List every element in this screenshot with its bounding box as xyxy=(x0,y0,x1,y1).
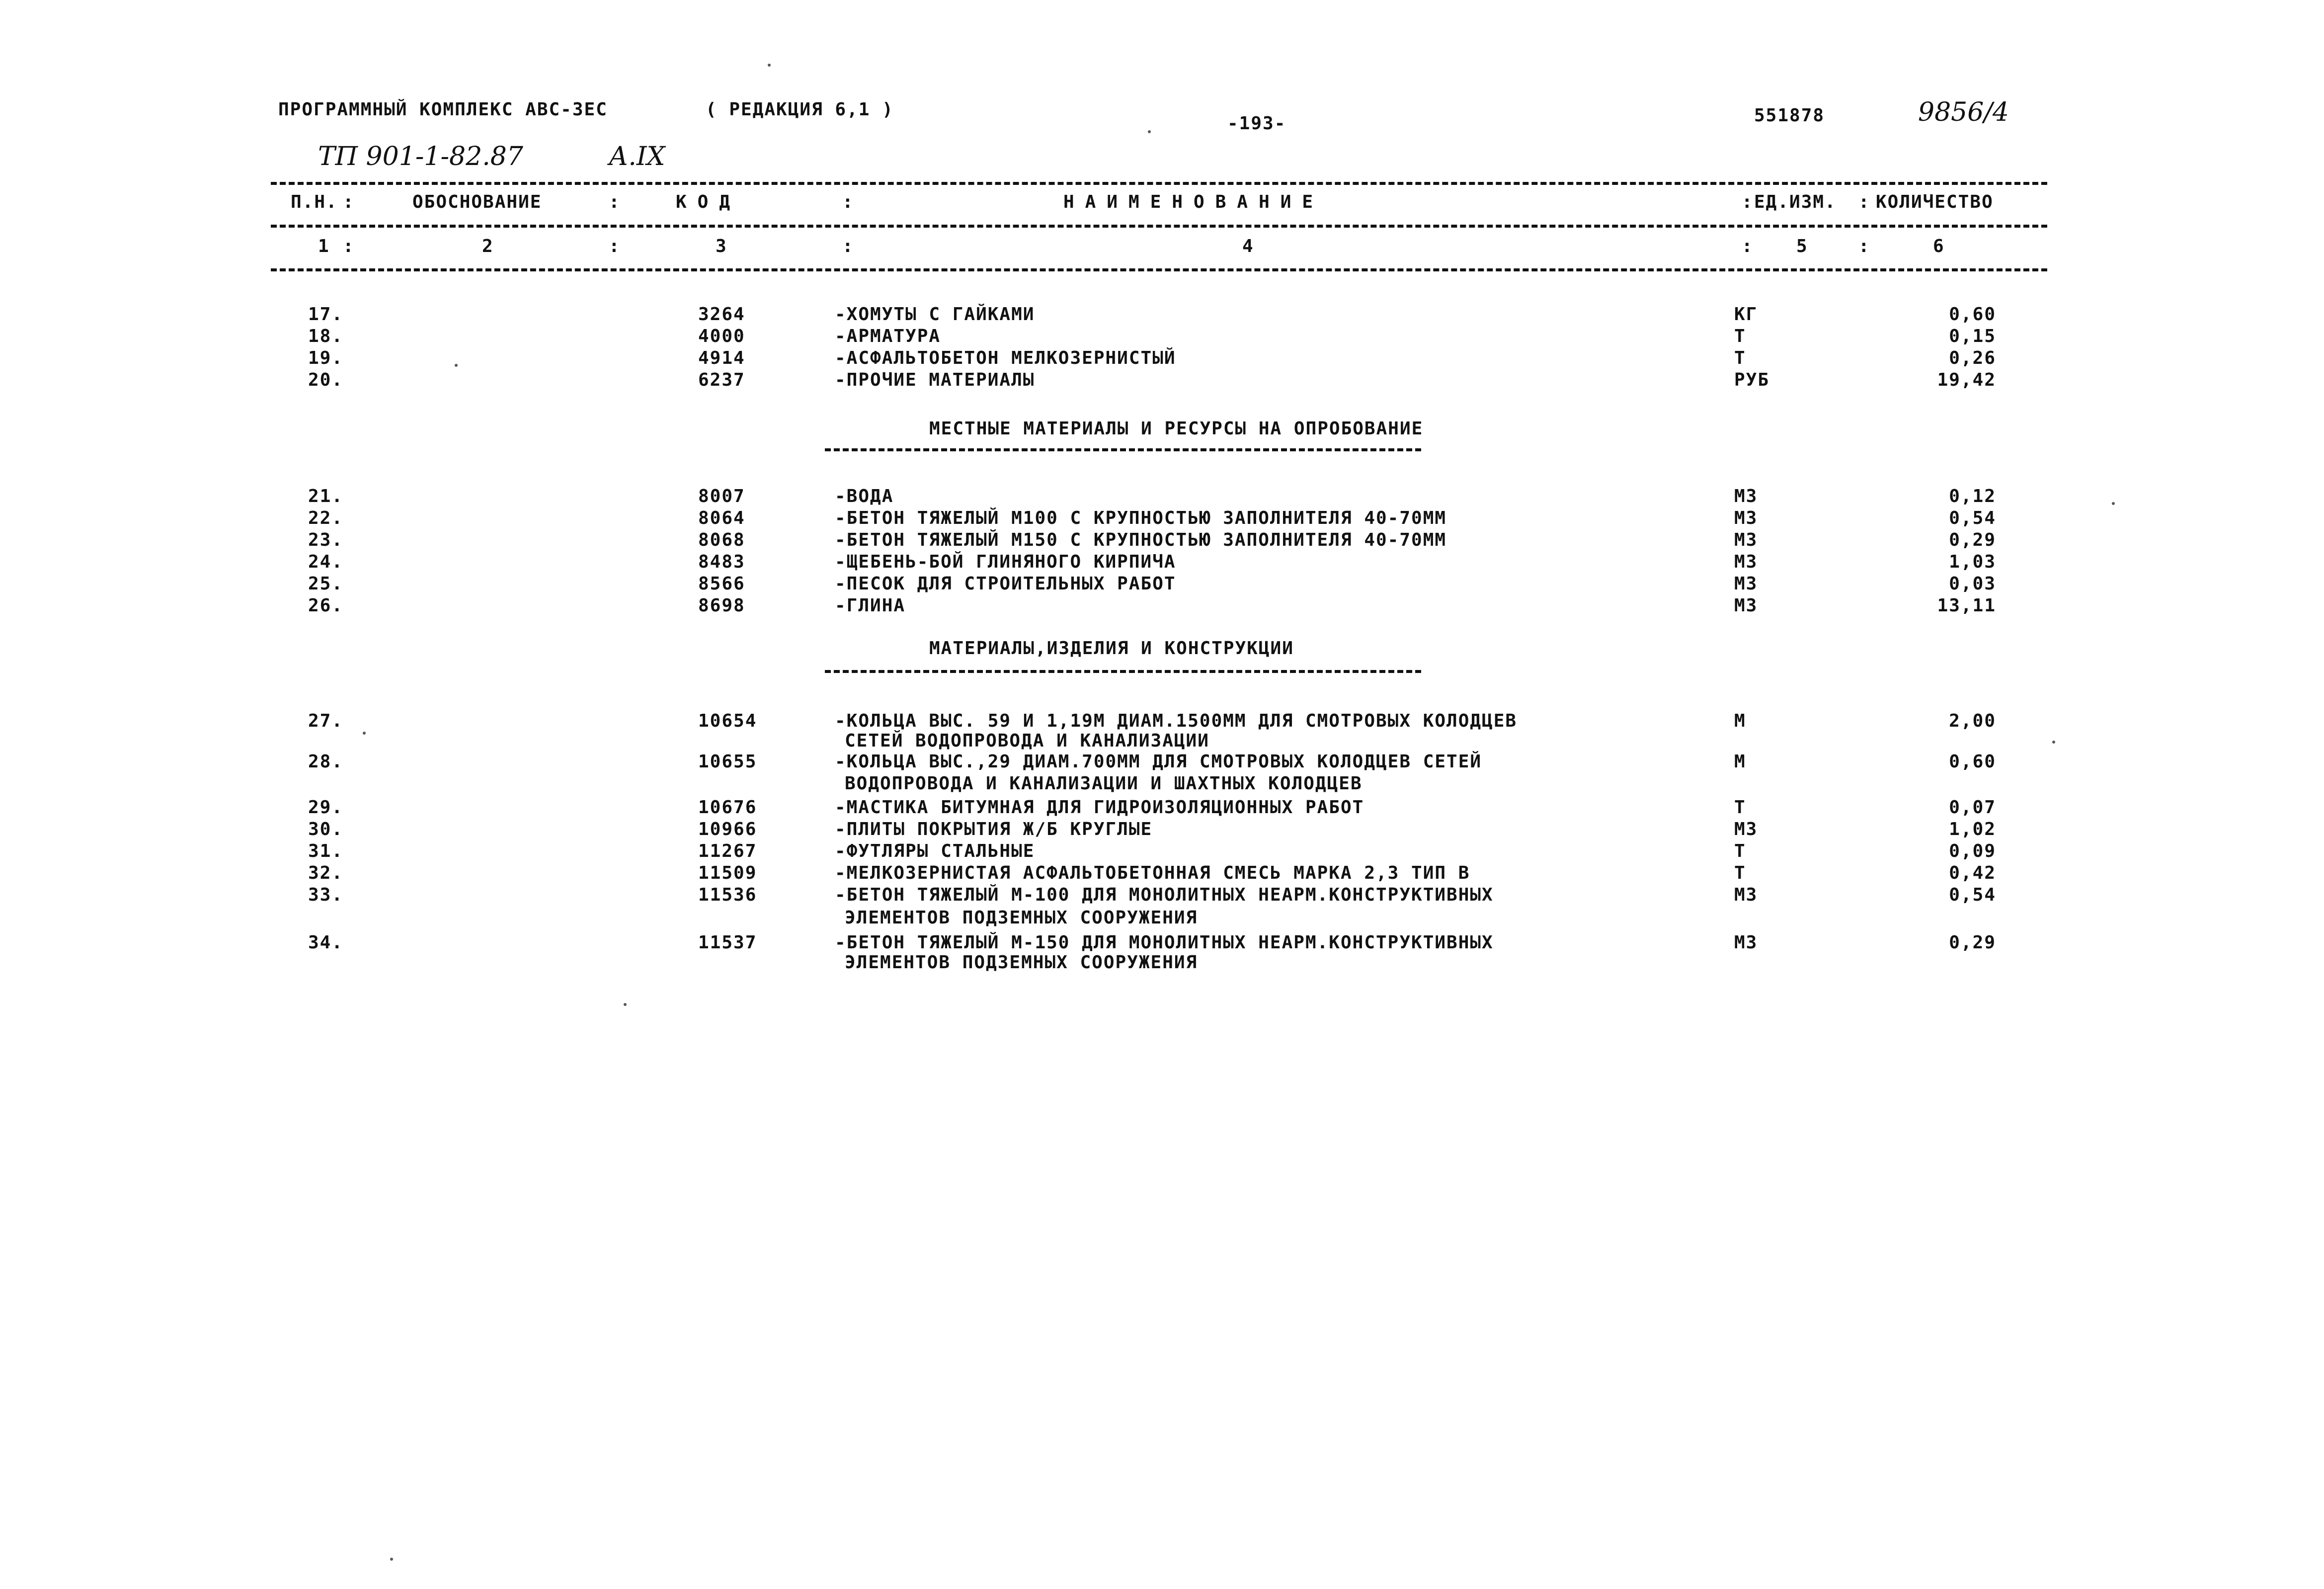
table-row: 24. 8483 -ЩЕБЕНЬ-БОЙ ГЛИНЯНОГО КИРПИЧА М3 1,03 xyxy=(308,552,1996,572)
table-row: 27. 10654 -КОЛЬЦА ВЫС. 59 И 1,19М ДИАМ.1500ММ ДЛЯ СМОТРОВЫХ КОЛОДЦЕВ СЕТЕЙ ВОДОПРОВОДА И КАНАЛИЗАЦИИ М 2,00 xyxy=(308,711,1996,751)
table-row: 33. 11536 -БЕТОН ТЯЖЕЛЫЙ М-100 ДЛЯ МОНОЛИТНЫХ НЕАРМ.КОНСТРУКТИВНЫХ ЭЛЕМЕНТОВ ПОДЗЕМНЫХ СООРУЖЕНИЯ М3 0,54 xyxy=(308,885,1996,928)
table-row: 29. 10676 -МАСТИКА БИТУМНАЯ ДЛЯ ГИДРОИЗОЛЯЦИОННЫХ РАБОТ Т 0,07 xyxy=(308,797,1996,818)
scan-speck xyxy=(390,1558,393,1561)
section-underline xyxy=(825,448,1421,451)
doc-code: 551878 xyxy=(1754,105,1825,126)
section-underline xyxy=(825,670,1421,673)
col-name: НАИМЕНОВАНИЕ xyxy=(1063,192,1324,212)
col-num-unit: 5 xyxy=(1796,236,1808,256)
scan-speck xyxy=(624,1003,627,1006)
table-row: 23. 8068 -БЕТОН ТЯЖЕЛЫЙ М150 С КРУПНОСТЬЮ ЗАПОЛНИТЕЛЯ 40-70ММ М3 0,29 xyxy=(308,530,1996,550)
edition-label: ( РЕДАКЦИЯ 6,1 ) xyxy=(706,99,894,120)
project-number: ТП 901-1-82.87 xyxy=(318,142,523,171)
table-row: 25. 8566 -ПЕСОК ДЛЯ СТРОИТЕЛЬНЫХ РАБОТ М3 0,03 xyxy=(308,574,1996,594)
header-rule-bottom xyxy=(271,268,2047,271)
table-row: 31. 11267 -ФУТЛЯРЫ СТАЛЬНЫЕ Т 0,09 xyxy=(308,841,1996,861)
table-row: 18. 4000 -АРМАТУРА Т 0,15 xyxy=(308,326,1996,346)
col-num-code: 3 xyxy=(716,236,727,256)
col-basis: ОБОСНОВАНИЕ xyxy=(412,192,542,212)
col-qty: КОЛИЧЕСТВО xyxy=(1876,192,1994,212)
scan-speck xyxy=(455,364,458,367)
section-title-local-materials: МЕСТНЫЕ МАТЕРИАЛЫ И РЕСУРСЫ НА ОПРОБОВАНИЕ xyxy=(929,418,1424,439)
col-pn: П.Н. xyxy=(291,192,338,212)
scan-speck xyxy=(2052,741,2055,744)
document-page: ПРОГРАММНЫЙ КОМПЛЕКС АВС-ЗЕС ( РЕДАКЦИЯ 6,1 ) -193- 551878 9856/4 ТП 901-1-82.87 А.IX П.Н. : ОБОСНОВАНИЕ : КОД : НАИМЕНОВАНИЕ : ЕД.ИЗМ. : КОЛИЧЕСТВО 1 : 2 : 3 : 4 : 5 : 6 17. 3264 -ХОМУТЫ С ГАЙКАМИ КГ 0,60 18. 4000 -АРМАТУРА Т 0,15 19. 4914 -АСФАЛЬТОБЕТОН МЕЛКОЗЕРНИСТЫЙ Т 0,26 20. 6237 -ПРОЧИЕ МАТЕРИАЛЫ РУБ 19,42 МЕСТНЫЕ МАТЕРИАЛЫ И РЕСУРСЫ НА ОПРОБОВАНИЕ 21. 8007 -ВОДА М3 0,12 22. 8064 -БЕТОН ТЯЖЕЛЫЙ М100 С КРУПНОСТЬЮ ЗАПОЛНИТЕЛЯ 40-70ММ М3 0,54 23. 8068 -БЕТОН ТЯЖЕЛЫЙ М150 С КРУПНОСТЬЮ ЗАПОЛНИТЕЛЯ 40-70ММ М3 0,29 24. 8483 -ЩЕБЕНЬ-БОЙ ГЛИНЯНОГО КИРПИЧА М3 1,03 25. 8566 -ПЕСОК ДЛЯ СТРОИТЕЛЬНЫХ РАБОТ М3 0,03 26. 8698 -ГЛИНА М3 13,11 МАТЕРИАЛЫ,ИЗДЕЛИЯ И КОНСТРУКЦИИ 27. 10654 -КОЛЬЦА ВЫС. 59 И 1,19М ДИАМ.1500ММ ДЛЯ СМОТРОВЫХ КОЛОДЦЕВ СЕТЕЙ ВОДОПРОВОДА И КАНАЛИЗАЦИИ М 2,00 28. 10655 -КОЛЬЦА ВЫС.,29 ДИАМ.700ММ ДЛЯ СМОТРОВЫХ КОЛОДЦЕВ СЕТЕЙ ВОДОПРОВОДА И КАНАЛИЗАЦИИ И ШАХТНЫХ КОЛОДЦЕВ М 0,60 29. 10676 -МАСТИКА БИТУМНАЯ ДЛЯ ГИДРОИЗОЛЯЦИОННЫХ РАБОТ Т 0,07 30. 10966 -ПЛИТЫ ПОКРЫТИЯ Ж/Б КРУГЛЫЕ М3 1,02 31. 11267 -ФУТЛЯРЫ СТАЛЬНЫЕ Т 0,09 32. 11509 -МЕЛКОЗЕРНИСТАЯ АСФАЛЬТОБЕТОННАЯ СМЕСЬ МАРКА 2,3 ТИП В Т 0,42 33. 11536 -БЕТОН ТЯЖЕЛЫЙ М-100 ДЛЯ МОНОЛИТНЫХ НЕАРМ.КОНСТРУКТИВНЫХ ЭЛЕМЕНТОВ ПОДЗЕМНЫХ СООРУЖЕНИЯ М3 0,54 34. 11537 -БЕТОН ТЯЖЕЛЫЙ М-150 ДЛЯ МОНОЛИТНЫХ НЕАРМ.КОНСТРУКТИВНЫХ ЭЛЕМЕНТОВ ПОДЗЕМНЫХ СООРУЖЕНИЯ М3 0,29 xyxy=(0,0,2324,1589)
handwritten-code: 9856/4 xyxy=(1918,97,2009,127)
table-row: 34. 11537 -БЕТОН ТЯЖЕЛЫЙ М-150 ДЛЯ МОНОЛИТНЫХ НЕАРМ.КОНСТРУКТИВНЫХ ЭЛЕМЕНТОВ ПОДЗЕМНЫХ СООРУЖЕНИЯ М3 0,29 xyxy=(308,932,1996,973)
scan-speck xyxy=(768,64,771,67)
col-unit: ЕД.ИЗМ. xyxy=(1754,192,1837,212)
section-title-materials: МАТЕРИАЛЫ,ИЗДЕЛИЯ И КОНСТРУКЦИИ xyxy=(929,638,1294,659)
header-rule-top xyxy=(271,182,2047,185)
table-row: 30. 10966 -ПЛИТЫ ПОКРЫТИЯ Ж/Б КРУГЛЫЕ М3 1,02 xyxy=(308,819,1996,839)
table-row: 22. 8064 -БЕТОН ТЯЖЕЛЫЙ М100 С КРУПНОСТЬЮ ЗАПОЛНИТЕЛЯ 40-70ММ М3 0,54 xyxy=(308,508,1996,528)
table-row: 26. 8698 -ГЛИНА М3 13,11 xyxy=(308,595,1996,616)
scan-speck xyxy=(2112,502,2115,505)
page-number: -193- xyxy=(1227,113,1286,134)
table-row: 20. 6237 -ПРОЧИЕ МАТЕРИАЛЫ РУБ 19,42 xyxy=(308,370,1996,390)
scan-speck xyxy=(1148,130,1151,133)
scan-speck xyxy=(363,732,366,735)
table-row: 28. 10655 -КОЛЬЦА ВЫС.,29 ДИАМ.700ММ ДЛЯ СМОТРОВЫХ КОЛОДЦЕВ СЕТЕЙ ВОДОПРОВОДА И КАНАЛИЗАЦИИ И ШАХТНЫХ КОЛОДЦЕВ М 0,60 xyxy=(308,752,1996,794)
col-code: КОД xyxy=(676,192,741,212)
header-rule-mid xyxy=(271,225,2047,228)
table-row: 19. 4914 -АСФАЛЬТОБЕТОН МЕЛКОЗЕРНИСТЫЙ Т 0,26 xyxy=(308,348,1996,368)
table-row: 21. 8007 -ВОДА М3 0,12 xyxy=(308,486,1996,506)
col-num-qty: 6 xyxy=(1933,236,1945,256)
col-num-name: 4 xyxy=(1242,236,1254,256)
col-num-pn: 1 xyxy=(318,236,330,256)
col-num-basis: 2 xyxy=(482,236,494,256)
table-row: 32. 11509 -МЕЛКОЗЕРНИСТАЯ АСФАЛЬТОБЕТОННАЯ СМЕСЬ МАРКА 2,3 ТИП В Т 0,42 xyxy=(308,863,1996,883)
album-number: А.IX xyxy=(609,142,665,171)
table-row: 17. 3264 -ХОМУТЫ С ГАЙКАМИ КГ 0,60 xyxy=(308,304,1996,325)
program-title: ПРОГРАММНЫЙ КОМПЛЕКС АВС-ЗЕС xyxy=(278,99,608,120)
